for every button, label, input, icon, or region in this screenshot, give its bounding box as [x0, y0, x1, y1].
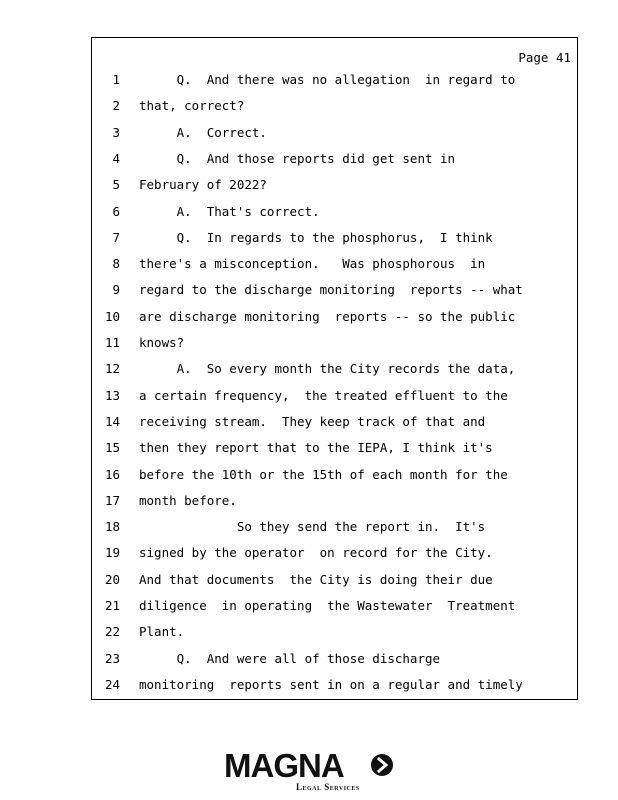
line-text: there's a misconception. Was phosphorous in	[139, 256, 486, 272]
page-number: Page 41	[518, 50, 571, 65]
line-text: before the 10th or the 15th of each month for the	[139, 466, 508, 482]
line-text: are discharge monitoring reports -- so the public	[139, 308, 516, 324]
line-number: 17	[104, 492, 120, 508]
line-number: 4	[112, 150, 120, 166]
line-text: A. So every month the City records the data,	[139, 361, 516, 377]
line-number: 8	[112, 256, 120, 272]
transcript-line	[92, 151, 577, 171]
line-number: 1	[112, 72, 120, 87]
line-text: regard to the discharge monitoring reports -- what	[139, 282, 523, 298]
transcript-line	[92, 440, 577, 460]
line-text: So they send the report in. It's	[139, 519, 486, 535]
line-text: signed by the operator on record for the City.	[139, 545, 493, 561]
line-number: 24	[104, 676, 120, 692]
line-number: 23	[104, 650, 120, 666]
transcript-line	[92, 98, 577, 118]
line-text: Q. And those reports did get sent in	[139, 150, 456, 166]
transcript-line	[92, 282, 577, 302]
transcript-line	[92, 624, 577, 644]
line-text: then they report that to the IEPA, I think it's	[139, 440, 493, 456]
transcript-line	[92, 361, 577, 381]
line-text: month before.	[139, 492, 237, 508]
line-number: 12	[104, 361, 120, 377]
transcript-line	[92, 230, 577, 250]
line-number: 14	[104, 413, 120, 429]
line-text: monitoring reports sent in on a regular and timely	[139, 676, 523, 692]
transcript-line	[92, 519, 577, 539]
logo-wordmark: MAGNA	[224, 747, 344, 784]
line-number: 13	[104, 387, 120, 403]
line-number: 10	[104, 308, 120, 324]
transcript-line	[92, 598, 577, 618]
line-text: that, correct?	[139, 98, 245, 114]
transcript-line	[92, 256, 577, 276]
transcript-line	[92, 335, 577, 355]
line-number: 16	[104, 466, 120, 482]
line-number: 9	[112, 282, 120, 298]
logo-subtitle: Legal Services	[296, 782, 360, 792]
transcript-line	[92, 572, 577, 592]
transcript-line	[92, 414, 577, 434]
line-number: 3	[112, 124, 120, 140]
line-text: diligence in operating the Wastewater Treatment	[139, 598, 516, 613]
line-number: 6	[112, 203, 120, 219]
line-text: A. That's correct.	[139, 203, 320, 219]
line-number: 21	[104, 598, 120, 613]
line-number: 2	[112, 98, 120, 114]
transcript-line	[92, 177, 577, 197]
line-number: 20	[104, 571, 120, 587]
line-number: 11	[104, 335, 120, 350]
line-number: 15	[104, 440, 120, 456]
line-text: knows?	[139, 335, 185, 350]
line-text: receiving stream. They keep track of that and	[139, 413, 486, 429]
line-number: 5	[112, 177, 120, 193]
transcript-line	[92, 125, 577, 145]
line-number: 22	[104, 624, 120, 640]
line-text: A. Correct.	[139, 124, 267, 140]
transcript-line	[92, 545, 577, 565]
transcript-line	[92, 493, 577, 513]
transcript-line	[92, 204, 577, 224]
transcript-page	[91, 37, 578, 700]
line-text: Q. And were all of those discharge	[139, 650, 441, 666]
line-text: February of 2022?	[139, 177, 267, 193]
line-text: Q. In regards to the phosphorus, I think	[139, 229, 493, 245]
transcript-line	[92, 467, 577, 487]
line-text: Plant.	[139, 624, 185, 640]
line-text: And that documents the City is doing their due	[139, 571, 493, 587]
magna-logo	[224, 748, 399, 794]
transcript-line	[92, 309, 577, 329]
line-text: a certain frequency, the treated effluent to the	[139, 387, 508, 403]
line-number: 18	[104, 519, 120, 535]
line-text: Q. And there was no allegation in regard to	[139, 72, 516, 87]
line-number: 19	[104, 545, 120, 561]
chevron-right-circle-icon	[370, 753, 394, 777]
transcript-line	[92, 72, 577, 92]
line-number: 7	[112, 229, 120, 245]
transcript-line	[92, 651, 577, 671]
transcript-line	[92, 677, 577, 697]
transcript-line	[92, 388, 577, 408]
